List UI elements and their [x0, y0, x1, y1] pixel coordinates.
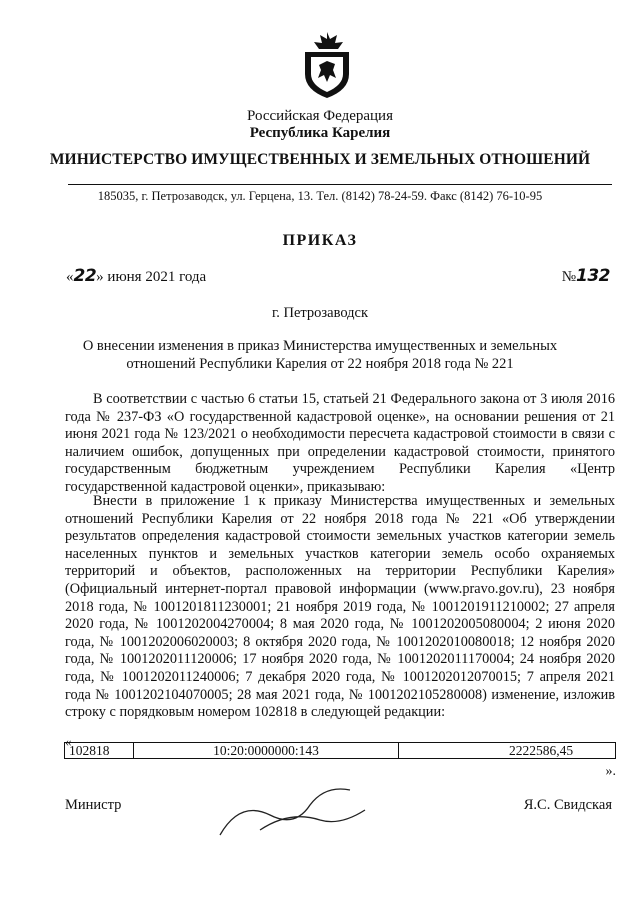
date-day-handwritten: 22 [73, 266, 97, 286]
document-date [66, 266, 206, 286]
table-close-quote: ». [605, 764, 616, 779]
signatory-name: Я.С. Свидская [523, 797, 612, 813]
handwritten-signature-icon [200, 780, 380, 850]
country-name: Российская Федерация [247, 108, 393, 124]
document-number [562, 266, 610, 286]
table-open-quote: « [65, 734, 72, 749]
document-title: О внесении изменения в приказ Министерства имущественных и земельных отношений Республики Карелия от 22 ноября 2018 года № 221 [82, 338, 558, 372]
number-handwritten: 132 [576, 266, 610, 286]
number-prefix: № [561, 269, 576, 285]
date-open-quote: « [66, 269, 74, 285]
paragraph-basis [65, 391, 615, 497]
signatory-position: Министр [65, 797, 122, 813]
ministry-name: МИНИСТЕРСТВО ИМУЩЕСТВЕННЫХ И ЗЕМЕЛЬНЫХ ОТНОШЕНИЙ [49, 151, 591, 168]
table-row [65, 743, 616, 759]
cell-cadastral-value: 2222586,45 [399, 743, 616, 759]
cell-row-number: 102818 [65, 743, 134, 759]
document-type: ПРИКАЗ [282, 232, 358, 249]
cadastral-table [64, 742, 616, 759]
date-month-year: июня 2021 года [107, 269, 207, 285]
paragraph-basis-text: В соответствии с частью 6 статьи 15, статьей 21 Федерального закона от 3 июля 2016 года № 237-ФЗ «О государственной кадастровой оценке», на основании решения от 21 июня 2021 года № 123/2021 о необходимости пересчета кадастровой стоимости в связи с наличием ошибок, допущенных при определении кадастровой стоимости, принятого государственным бюджетным учреждением Республики Карелия «Центр государственной кадастровой оценки», приказываю: [65, 391, 615, 495]
coat-of-arms-icon [297, 30, 357, 100]
paragraph-order [65, 493, 615, 722]
header-divider [68, 184, 612, 185]
republic-name: Республика Карелия [249, 125, 391, 141]
date-close-quote: » [96, 269, 104, 285]
ministry-address: 185035, г. Петрозаводск, ул. Герцена, 13. Тел. (8142) 78-24-59. Факс (8142) 76-10-95 [97, 189, 543, 203]
paragraph-order-text: Внести в приложение 1 к приказу Министерства имущественных и земельных отношений Республики Карелия от 22 ноября 2018 года № 221 «Об утверждении результатов определения кадастровой стоимости земельных участков категории земель населенных пунктов и земельных участков категории земель особо охраняемых территорий и объектов, расположенных на территории Республики Карелия» (Официальный интернет-портал правовой информации (www.pravo.gov.ru), 23 ноября 2018 года, № 1001201811230001; 21 ноября 2019 года, № 1001201911210002; 27 апреля 2020 года, № 1001202004270004; 8 мая 2020 года, № 1001202005080004; 2 июня 2020 года, № 1001202006020003; 8 октября 2020 года, № 1001202010080018; 12 ноября 2020 года, № 1001202011120006; 17 ноября 2020 года, № 1001202011170004; 24 ноября 2020 года, № 1001202011240006; 7 декабря 2020 года, № 1001202012070015; 7 апреля 2021 года № 1001202104070005; 28 мая 2021 года, № 1001202105280008) изменение, изложив строку с порядковым номером 102818 в следующей редакции: [65, 493, 615, 721]
document-city: г. Петрозаводск [271, 305, 369, 321]
cell-cadastral-number: 10:20:0000000:143 [134, 743, 399, 759]
